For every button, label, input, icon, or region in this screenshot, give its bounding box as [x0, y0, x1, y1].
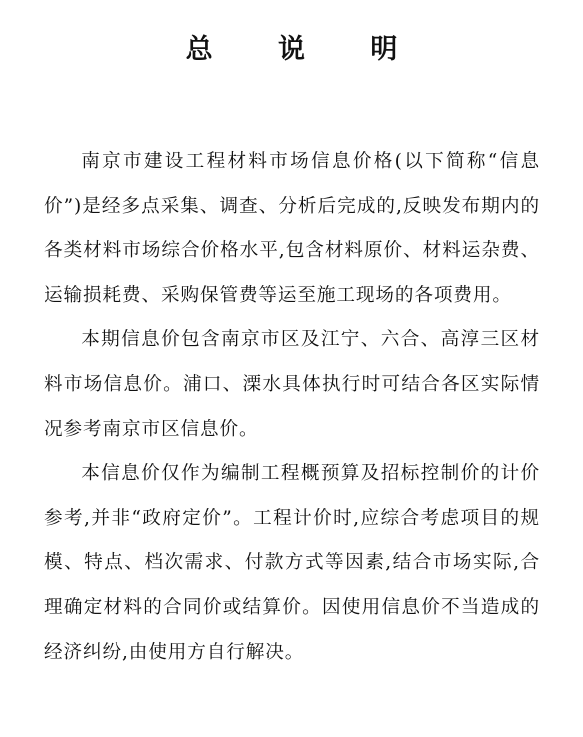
paragraph-1: 南京市建设工程材料市场信息价格(以下简称“信息价”)是经多点采集、调查、分析后完成的,反映发布期内的各类材料市场综合价格水平,包含材料原价、材料运杂费、运输损耗费、采购保管费等运至施工现场的各项费用。	[44, 151, 540, 306]
document-title: 总 说 明	[185, 34, 426, 65]
document-body	[44, 140, 540, 675]
paragraph-3: 本信息价仅作为编制工程概预算及招标控制价的计价参考,并非“政府定价”。工程计价时,应综合考虑项目的规模、特点、档次需求、付款方式等因素,结合市场实际,合理确定材料的合同价或结算价。因使用信息价不当造成的经济纠纷,由使用方自行解决。	[44, 463, 540, 663]
paragraph-2: 本期信息价包含南京市区及江宁、六合、高淳三区材料市场信息价。浦口、溧水具体执行时可结合各区实际情况参考南京市区信息价。	[44, 329, 540, 440]
